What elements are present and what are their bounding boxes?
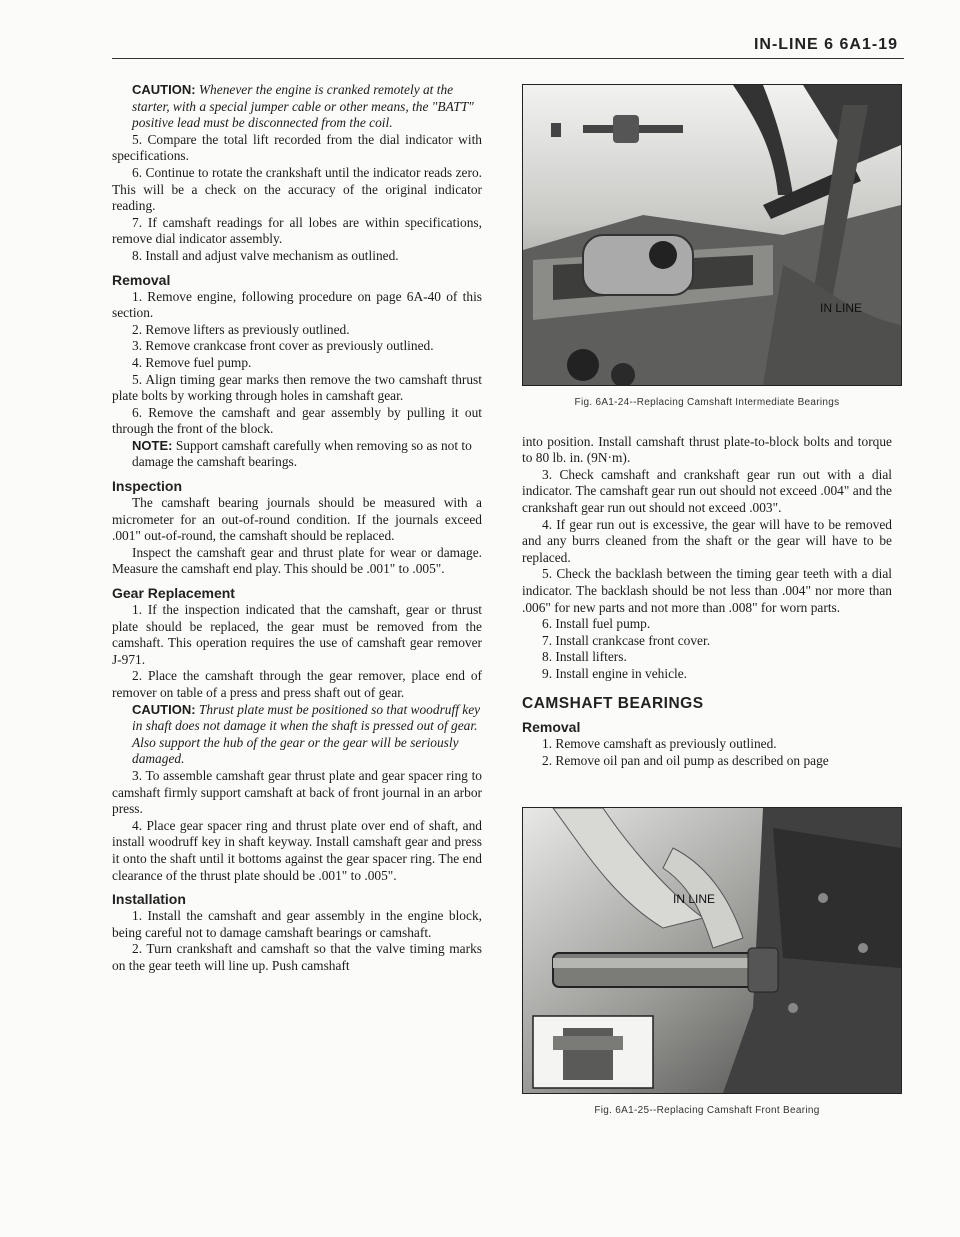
figure-camshaft-intermediate-bearings [522, 84, 902, 386]
step-paragraph: 3. To assemble camshaft gear thrust plate and gear spacer ring to camshaft firmly support camshaft at back of front journal in an arbor press. [112, 767, 482, 817]
body-paragraph: Inspect the camshaft gear and thrust plate for wear or damage. Measure the camshaft end play. This should be .001" to .005". [112, 544, 482, 577]
step-paragraph: 1. Install the camshaft and gear assembly in the engine block, being careful not to damage camshaft bearings or camshaft. [112, 908, 482, 940]
figure-caption: Fig. 6A1-24--Replacing Camshaft Intermediate Bearings [574, 397, 840, 408]
step-paragraph: 5. Align timing gear marks then remove the two camshaft thrust plate bolts by working through holes in camshaft gear. [112, 371, 482, 404]
note-block [112, 438, 482, 471]
caution-block [112, 82, 482, 132]
note-label: NOTE: [132, 437, 173, 453]
removal-heading: Removal [112, 271, 171, 288]
installation-heading: Installation [112, 891, 186, 908]
right-column [522, 84, 892, 1120]
step-paragraph: 5. Compare the total lift recorded from the dial indicator with specifications. [112, 131, 482, 164]
step-paragraph: 3. Check camshaft and crankshaft gear run out with a dial indicator. The camshaft gear run out should not exceed .004" and the crankshaft gear run out should not exceed .003". [522, 466, 892, 515]
step-paragraph: 1. Remove engine, following procedure on page 6A-40 of this section. [112, 288, 482, 321]
body-paragraph: The camshaft bearing journals should be measured with a micrometer for an out-of-round condition. If the journals exceed .001" out-of-round, the camshaft should be replaced. [112, 495, 482, 544]
photo-bearing-tool-icon [523, 808, 901, 1093]
step-paragraph: 6. Install fuel pump. [542, 616, 651, 632]
note-text: Support camshaft carefully when removing so as not to damage the camshaft bearings. [132, 437, 472, 470]
step-paragraph: 1. If the inspection indicated that the camshaft, gear or thrust plate should be replaced, the gear must be removed from the camshaft. This operation requires the use of camshaft gear remover J-971. [112, 602, 482, 667]
step-paragraph: 4. Place gear spacer ring and thrust plate over end of shaft, and install woodruff key in shaft keyway. Install camshaft gear and press it onto the shaft until it bottoms against the gear spacer ring. The end clearance of the thrust plate should be .001" to .005". [112, 817, 482, 883]
header-rule [112, 58, 904, 59]
figure-label: IN LINE [673, 892, 716, 907]
body-paragraph: into position. Install camshaft thrust plate-to-block bolts and torque to 80 lb. in. (9N·m). [522, 433, 892, 466]
caution-label: CAUTION: [132, 82, 196, 97]
removal-heading: Removal [522, 719, 581, 736]
step-paragraph: 8. Install and adjust valve mechanism as outlined. [132, 247, 399, 263]
figure-label: IN LINE [820, 301, 863, 315]
camshaft-bearings-heading: CAMSHAFT BEARINGS [522, 694, 704, 712]
caution-text: Thrust plate must be positioned so that woodruff key in shaft does not damage it when the shaft is pressed out of gear. Also support the hub of the gear or the gear will be seriously damaged. [132, 701, 481, 767]
left-column [112, 82, 482, 975]
step-paragraph: 4. Remove fuel pump. [132, 354, 252, 370]
step-paragraph: 9. Install engine in vehicle. [542, 665, 688, 681]
step-paragraph: 6. Remove the camshaft and gear assembly by pulling it out through the front of the block. [112, 404, 482, 437]
step-paragraph: 2. Remove lifters as previously outlined. [132, 321, 350, 337]
step-paragraph: 6. Continue to rotate the crankshaft until the indicator reads zero. This will be a check on the accuracy of the original indicator reading. [112, 164, 482, 214]
step-paragraph: 4. If gear run out is excessive, the gear will have to be removed and any burrs cleaned from the shaft or the gear will have to be replaced. [522, 516, 892, 565]
step-paragraph: 5. Check the backlash between the timing gear teeth with a dial indicator. The backlash should be not less than .004" nor more than .006" for new parts and not more than .008" for worn parts. [522, 566, 892, 615]
step-paragraph: 7. Install crankcase front cover. [542, 632, 711, 648]
caution-block [112, 702, 482, 768]
inspection-heading: Inspection [112, 478, 183, 495]
step-paragraph: 2. Remove oil pan and oil pump as described on page [542, 752, 829, 768]
step-paragraph: 8. Install lifters. [542, 649, 627, 665]
step-paragraph: 7. If camshaft readings for all lobes are within specifications, remove dial indicator assembly. [112, 214, 482, 247]
page-header: IN-LINE 6 6A1-19 [753, 36, 898, 53]
caution-label: CAUTION: [132, 701, 196, 717]
photo-engine-block-icon [523, 85, 901, 385]
figure-camshaft-front-bearing [522, 807, 902, 1094]
step-paragraph: 3. Remove crankcase front cover as previously outlined. [132, 338, 434, 354]
gear-replacement-heading: Gear Replacement [112, 585, 235, 602]
step-paragraph: 2. Turn crankshaft and camshaft so that the valve timing marks on the gear teeth will line up. Push camshaft [112, 941, 482, 973]
caution-text: Whenever the engine is cranked remotely at the starter, with a special jumper cable or other means, the "BATT" positive lead must be disconnected from the coil. [132, 82, 474, 131]
step-paragraph: 1. Remove camshaft as previously outlined. [542, 736, 777, 752]
step-paragraph: 2. Place the camshaft through the gear remover, place end of remover on table of a press and press shaft out of gear. [112, 668, 482, 700]
figure-caption: Fig. 6A1-25--Replacing Camshaft Front Bearing [594, 1105, 820, 1117]
